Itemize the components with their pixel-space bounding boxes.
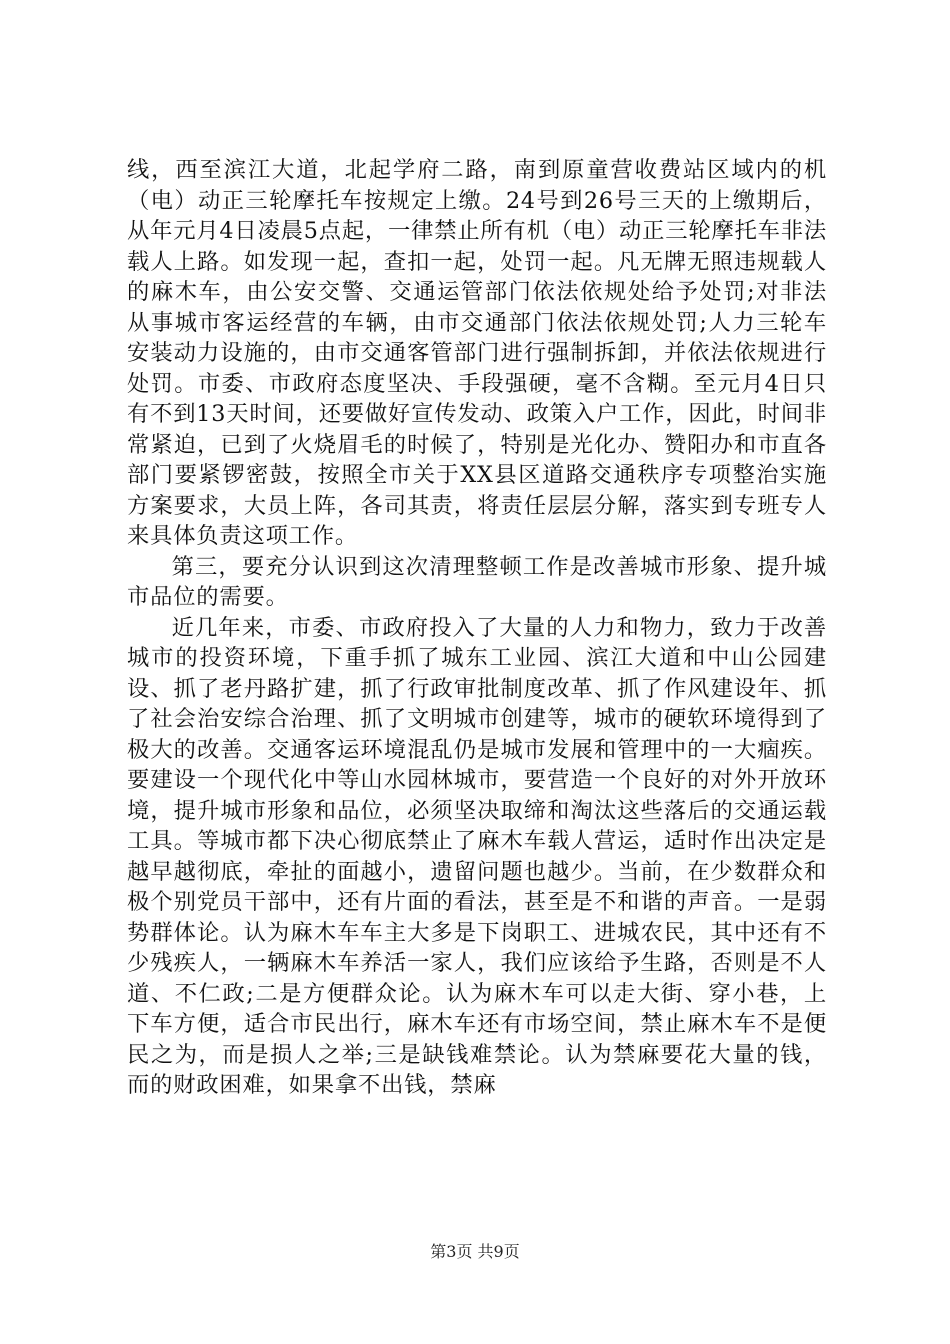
paragraph-continuation: 线，西至滨江大道，北起学府二路，南到原童营收费站区域内的机（电）动正三轮摩托车按规定上缴。24号到26号三天的上缴期后，从年元月4日凌晨5点起，一律禁止所有机（电）动正三轮摩托车非法载人上路。如发现一起，查扣一起，处罚一起。凡无牌无照违规载人的麻木车，由公安交警、交通运管部门依法依规处给予处罚;对非法从事城市客运经营的车辆，由市交通部门依法依规处罚;人力三轮车安装动力设施的，由市交通客管部门进行强制拆卸，并依法依规进行处罚。市委、市政府态度坚决、手段强硬，毫不含糊。至元月4日只有不到13天时间，还要做好宣传发动、政策入户工作，因此，时间非常紧迫，已到了火烧眉毛的时候了，特别是光化办、赞阳办和市直各部门要紧锣密鼓，按照全市关于XX县区道路交通秩序专项整治实施方案要求，大员上阵，各司其责，将责任层层分解，落实到专班专人来具体负责这项工作。 bbox=[127, 157, 827, 549]
page-footer bbox=[0, 1242, 950, 1262]
page-number: 第3页 共9页 bbox=[430, 1242, 520, 1261]
paragraph-recent-years: 近几年来，市委、市政府投入了大量的人力和物力，致力于改善城市的投资环境，下重手抓了城东工业园、滨江大道和中山公园建设、抓了老丹路扩建，抓了行政审批制度改革、抓了作风建设年、抓了社会治安综合治理、抓了文明城市创建等，城市的硬软环境得到了极大的改善。交通客运环境混乱仍是城市发展和管理中的一大痼疾。要建设一个现代化中等山水园林城市，要营造一个良好的对外开放环境，提升城市形象和品位，必须坚决取缔和淘汰这些落后的交通运载工具。等城市都下决心彻底禁止了麻木车载人营运，适时作出决定是越早越彻底，牵扯的面越小，遗留问题也越少。当前，在少数群众和极个别党员干部中，还有片面的看法，甚至是不和谐的声音。一是弱势群体论。认为麻木车车主大多是下岗职工、进城农民，其中还有不少残疾人，一辆麻木车养活一家人，我们应该给予生路，否则是不人道、不仁政;二是方便群众论。认为麻木车可以走大街、穿小巷，上下车方便，适合市民出行，麻木车还有市场空间，禁止麻木车不是便民之为，而是损人之举;三是缺钱难禁论。认为禁麻要花大量的钱，而的财政困难，如果拿不出钱，禁麻 bbox=[127, 614, 827, 1098]
paragraph-point-three: 第三，要充分认识到这次清理整顿工作是改善城市形象、提升城市品位的需要。 bbox=[127, 553, 827, 610]
body-text bbox=[127, 155, 827, 1101]
